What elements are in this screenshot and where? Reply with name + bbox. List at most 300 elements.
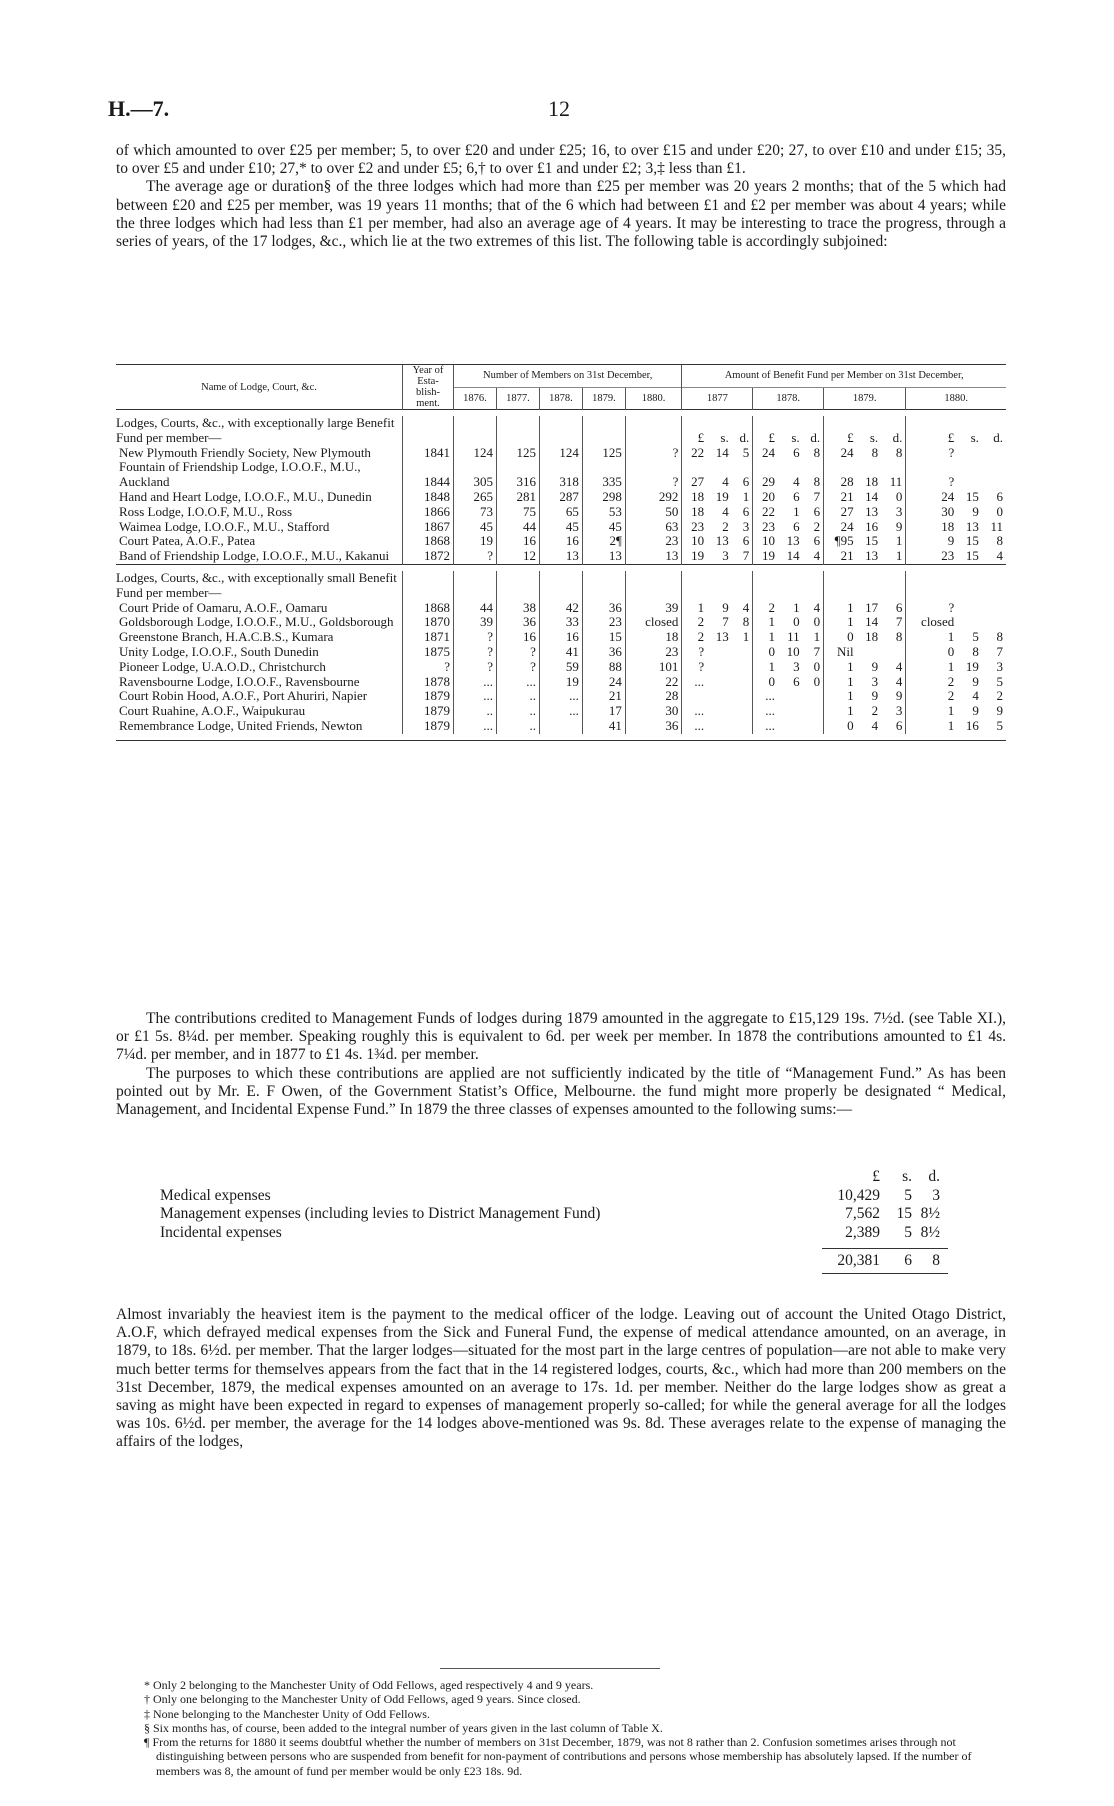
fund-pence: 3 [742, 518, 750, 534]
fund-pounds: 27 [824, 505, 857, 520]
fund-shillings: 14 [786, 548, 800, 564]
fund-pence: 4 [742, 599, 750, 615]
fund-shillings: 5 [972, 629, 979, 645]
page-number: 12 [548, 96, 570, 121]
paragraph-3: The contributions credited to Management Funds of lodges during 1879 amounted in the aggregate to £15,129 19s. 7½d. (see Table XI.), or £1 5s. 8¼d. per member. Speaking roughly this is equivalent to 6d. per week per member. In 1878 the contributions amounted to £1 4s. 7¼d. per member, and in 1877 to £1 4s. 1¾d. per member. [116, 1010, 1006, 1064]
fund-pence: 8 [996, 629, 1003, 645]
table-row [116, 645, 1006, 660]
fund-pence: 9 [895, 688, 903, 704]
fund-shillings: 14 [865, 614, 879, 630]
lodge-name: Ross Lodge, I.O.O.F, M.U., Ross [119, 503, 293, 519]
fund-pounds: 0 [753, 675, 778, 690]
fund-pence: 8 [895, 629, 903, 645]
member-count: ? [454, 630, 497, 645]
lsd-shilling-label: s. [869, 429, 879, 445]
fund-pounds: 1 [906, 704, 957, 719]
fund-shillings: 2 [871, 703, 879, 719]
fund-pounds: 1 [753, 660, 778, 675]
expense-summary [160, 1168, 980, 1277]
fund-shillings: 13 [715, 533, 729, 549]
fund-pounds: 23 [753, 520, 778, 535]
fund-pence: 6 [996, 488, 1003, 504]
member-count: 21 [582, 689, 625, 704]
fund-pence [881, 645, 906, 660]
member-count: 36 [582, 645, 625, 660]
member-count: 28 [625, 689, 681, 704]
fund-pence: 0 [996, 503, 1003, 519]
lsd-pound-label: £ [753, 416, 778, 446]
fund-shillings: 15 [965, 488, 979, 504]
fund-shillings: 19 [715, 488, 729, 504]
table-row [116, 520, 1006, 535]
table-row [116, 660, 1006, 675]
member-count: 59 [539, 660, 582, 675]
fund-pence: 0 [813, 614, 821, 630]
member-count: 13 [582, 549, 625, 564]
col-name-header: Name of Lodge, Court, &c. [116, 365, 403, 410]
fund-pounds: 0 [753, 645, 778, 660]
fund-shillings: 4 [722, 503, 729, 519]
member-count: 44 [454, 601, 497, 616]
fund-shillings: 1 [793, 599, 800, 615]
fund-pence: 9 [996, 703, 1003, 719]
fund-pounds: 1 [824, 675, 857, 690]
member-count: 287 [539, 490, 582, 505]
year-established: 1866 [403, 505, 454, 520]
fund-pounds: 0 [906, 645, 957, 660]
fund-shillings: 16 [965, 717, 979, 733]
member-count: 73 [454, 505, 497, 520]
member-count: 2¶ [582, 534, 625, 549]
fund-pounds: 1 [824, 615, 857, 630]
page-header [108, 96, 1006, 126]
footnote: * Only 2 belonging to the Manchester Unity of Odd Fellows, aged respectively 4 and 9 years. [144, 1678, 594, 1692]
fund-pounds: 23 [906, 549, 957, 564]
member-count: 38 [496, 601, 539, 616]
fund-shillings: 9 [972, 703, 979, 719]
fund-shillings: 9 [871, 688, 879, 704]
lodge-name: New Plymouth Friendly Society, New Plymouth [119, 444, 371, 460]
fund-shillings: 9 [972, 673, 979, 689]
fund-pence: 0 [895, 488, 903, 504]
fund-pounds: 27 [682, 460, 707, 490]
lodge-table [116, 364, 1006, 741]
member-count: 305 [454, 460, 497, 490]
fund-pence: 11 [889, 474, 903, 490]
fund-pounds: 0 [824, 630, 857, 645]
fund-pounds: 29 [753, 460, 778, 490]
fund-shillings: 8 [972, 643, 979, 659]
lodge-name: Fountain of Friendship Lodge, I.O.O.F., M.U., Auckland [119, 459, 361, 490]
member-count: 101 [625, 660, 681, 675]
fund-pence: 8 [742, 614, 750, 630]
total-rule [822, 1273, 948, 1274]
fund-shillings: 13 [865, 503, 879, 519]
fund-pence: 5 [742, 444, 750, 460]
year-established: 1870 [403, 615, 454, 630]
fund-pounds: 24 [824, 446, 857, 461]
member-count: 63 [625, 520, 681, 535]
member-count: ... [454, 689, 497, 704]
member-count: 39 [625, 601, 681, 616]
fund-shillings: 9 [722, 599, 729, 615]
fund-pence [732, 675, 753, 690]
fund-shillings: 3 [722, 548, 729, 564]
year-established: 1875 [403, 645, 454, 660]
lsd-pence-label: d. [993, 429, 1003, 445]
year-established: 1844 [403, 460, 454, 490]
fund-pence: 3 [996, 658, 1003, 674]
member-count: ... [539, 704, 582, 719]
fund-shillings: 6 [793, 518, 800, 534]
footnote: ¶ From the returns for 1880 it seems doubtful whether the number of members on 31st December, 1879, was not 8 rather than 2. Confusion sometimes arises through not distinguishing between persons who are suspended from benefit for non-payment of contributions and persons whose membership has absolutely lapsed. If the number of members was 8, the amount of fund per member would be only £23 18s. 9d. [144, 1735, 972, 1778]
member-count: 13 [625, 549, 681, 564]
fund-pence: 1 [895, 548, 903, 564]
fund-shillings: 10 [786, 643, 800, 659]
member-year-header: 1877. [496, 387, 539, 410]
pounds-header: £ [872, 1168, 880, 1185]
fund-pounds: 20 [753, 490, 778, 505]
lsd-pound-label: £ [824, 416, 857, 446]
fund-pence: 5 [996, 717, 1003, 733]
member-count: ... [454, 719, 497, 734]
member-count: 45 [454, 520, 497, 535]
table-row [116, 549, 1006, 564]
fund-pence [732, 689, 753, 704]
fund-shillings: 6 [793, 673, 800, 689]
member-count: .. [454, 704, 497, 719]
fund-pounds: ... [682, 719, 707, 734]
fund-pounds: 21 [824, 549, 857, 564]
fund-shillings: 13 [786, 533, 800, 549]
fund-year-header: 1877 [682, 387, 753, 410]
fund-pence: 9 [895, 518, 903, 534]
fund-shillings [707, 645, 732, 660]
fund-shillings [707, 689, 732, 704]
member-year-header: 1880. [625, 387, 681, 410]
member-count: 281 [496, 490, 539, 505]
fund-pounds: 2 [906, 689, 957, 704]
member-count: ? [454, 645, 497, 660]
member-count: 125 [582, 446, 625, 461]
fund-pence: 7 [742, 548, 750, 564]
fund-shillings: 13 [865, 548, 879, 564]
lsd-pence-label: d. [892, 429, 903, 445]
lsd-pound-label: £ [682, 416, 707, 446]
fund-pence: 8 [813, 444, 821, 460]
fund-pounds: ? [682, 660, 707, 675]
fund-pence: 1 [742, 629, 750, 645]
member-count: ... [496, 675, 539, 690]
member-count: 17 [582, 704, 625, 719]
col-fund-header: Amount of Benefit Fund per Member on 31st December, [682, 365, 1006, 388]
fund-shillings: 17 [865, 599, 879, 615]
member-count: closed [625, 615, 681, 630]
fund-shillings [957, 615, 982, 630]
member-count: 44 [496, 520, 539, 535]
fund-pence: 6 [742, 503, 750, 519]
fund-shillings [707, 719, 732, 734]
member-count: 19 [539, 675, 582, 690]
fund-pounds: 18 [682, 490, 707, 505]
fund-shillings: 16 [865, 518, 879, 534]
table-row [116, 490, 1006, 505]
fund-pounds: 28 [824, 460, 857, 490]
fund-pounds: 19 [682, 549, 707, 564]
year-established: 1871 [403, 630, 454, 645]
fund-pounds: 24 [753, 446, 778, 461]
fund-shillings: 2 [722, 518, 729, 534]
body-text [116, 1010, 1006, 1119]
lodge-name: Unity Lodge, I.O.O.F., South Dunedin [119, 643, 319, 659]
fund-shillings: 4 [793, 474, 800, 490]
fund-pounds: closed [906, 615, 957, 630]
fund-pence [732, 704, 753, 719]
fund-pounds: ... [682, 675, 707, 690]
fund-pence: 3 [895, 503, 903, 519]
fund-pence [982, 601, 1006, 616]
fund-pence [732, 719, 753, 734]
col-members-header: Number of Members on 31st December, [454, 365, 682, 388]
member-count: 16 [496, 534, 539, 549]
fund-pounds: 1 [682, 601, 707, 616]
lodge-name: Court Patea, A.O.F., Patea [119, 533, 256, 549]
footnote: ‡ None belonging to the Manchester Unity of Odd Fellows. [144, 1706, 430, 1721]
table-row [116, 675, 1006, 690]
member-count: 124 [454, 446, 497, 461]
fund-pence: 6 [813, 503, 821, 519]
fund-pounds: 1 [824, 704, 857, 719]
fund-pence: 4 [813, 599, 821, 615]
paragraph-2: The average age or duration§ of the three lodges which had more than £25 per member was 20 years 2 months; that of the 5 which had between £20 and £25 per member, was 19 years 11 months; that of the 6 which had between £1 and £2 per member was about 4 years; while the three lodges which had less than £1 per member, had also an average age of 4 years. It may be interesting to trace the progress, through a series of years, of the 17 lodges, &c., which lie at the two extremes of this list. The following table is accordingly subjoined: [116, 178, 1006, 251]
fund-pounds: 1 [906, 719, 957, 734]
fund-pounds: 2 [753, 601, 778, 616]
lsd-pence-label: d. [810, 429, 821, 445]
fund-pounds: 24 [824, 520, 857, 535]
member-year-header: 1876. [454, 387, 497, 410]
paragraph-1: of which amounted to over £25 per member; 5, to over £20 and under £25; 16, to over £15 and under £20; 27, to over £10 and under £15; 35, to over £5 and under £10; 27,* to over £2 and under £5; 6,† to over £1 and under £2; 3,‡ less than £1. [116, 142, 1006, 178]
fund-pence: 4 [895, 673, 903, 689]
member-count: 16 [496, 630, 539, 645]
member-count: 298 [582, 490, 625, 505]
fund-year-header: 1878. [753, 387, 824, 410]
member-count: 36 [625, 719, 681, 734]
lsd-shilling-label: s. [970, 429, 979, 445]
member-count: 125 [496, 446, 539, 461]
lodge-name: Court Robin Hood, A.O.F., Port Ahuriri, Napier [119, 688, 368, 704]
member-count: 30 [625, 704, 681, 719]
fund-pence: 6 [895, 717, 903, 733]
table-row [116, 689, 1006, 704]
table-row [116, 505, 1006, 520]
member-count: 36 [496, 615, 539, 630]
fund-shillings: 9 [871, 658, 879, 674]
member-count: 12 [496, 549, 539, 564]
fund-shillings: 9 [972, 503, 979, 519]
lodge-name: Goldsborough Lodge, I.O.O.F., M.U., Goldsborough [119, 614, 394, 630]
member-count: .. [496, 719, 539, 734]
fund-shillings [778, 704, 803, 719]
fund-pence: 8 [895, 444, 903, 460]
member-count: 41 [539, 645, 582, 660]
lodge-name: Band of Friendship Lodge, I.O.O.F., M.U., Kakanui [119, 548, 390, 564]
expense-row: Incidental expenses 2,389 5 8½ [160, 1223, 940, 1241]
year-established: 1879 [403, 719, 454, 734]
total-rule [822, 1248, 948, 1249]
fund-pounds: ¶95 [824, 534, 857, 549]
fund-shillings: 15 [965, 533, 979, 549]
report-code: H.—7. [108, 96, 170, 121]
member-count: 16 [539, 534, 582, 549]
year-established: 1879 [403, 704, 454, 719]
fund-shillings: 3 [793, 658, 800, 674]
member-count: 42 [539, 601, 582, 616]
fund-pounds: 2 [906, 675, 957, 690]
fund-pence: 2 [813, 518, 821, 534]
fund-pence [732, 645, 753, 660]
fund-shillings: 7 [722, 614, 729, 630]
fund-pounds: ? [906, 601, 957, 616]
fund-shillings: 6 [793, 444, 800, 460]
shillings-header: s. [902, 1168, 912, 1185]
fund-shillings: 18 [865, 474, 879, 490]
member-count: 45 [582, 520, 625, 535]
fund-pence: 6 [742, 533, 750, 549]
expense-header-row [160, 1168, 980, 1187]
fund-pounds: ... [753, 719, 778, 734]
fund-pounds: 23 [682, 520, 707, 535]
fund-pounds: 2 [682, 630, 707, 645]
member-count: 124 [539, 446, 582, 461]
lsd-shilling-label: s. [791, 429, 800, 445]
table-row [116, 704, 1006, 719]
expense-row: Management expenses (including levies to District Management Fund) 7,562 15 8½ [160, 1205, 940, 1222]
lsd-shilling-label: s. [720, 429, 729, 445]
fund-shillings: 4 [871, 717, 879, 733]
fund-pence: 7 [813, 643, 821, 659]
fund-pence: 4 [895, 658, 903, 674]
fund-pounds: 1 [824, 660, 857, 675]
lodge-name: Waimea Lodge, I.O.O.F., M.U., Stafford [119, 518, 330, 534]
member-count: ? [496, 660, 539, 675]
member-count [539, 719, 582, 734]
fund-pounds: ... [753, 704, 778, 719]
lodge-name: Pioneer Lodge, U.A.O.D., Christchurch [119, 658, 326, 674]
table-row [116, 601, 1006, 616]
member-count: 23 [625, 534, 681, 549]
fund-pounds: 18 [906, 520, 957, 535]
year-established: 1879 [403, 689, 454, 704]
member-count: ... [454, 675, 497, 690]
member-year-header: 1879. [582, 387, 625, 410]
fund-pence: 6 [813, 533, 821, 549]
fund-shillings: 4 [972, 688, 979, 704]
member-count: 22 [625, 675, 681, 690]
lodge-name: Remembrance Lodge, United Friends, Newton [119, 717, 363, 733]
member-count: 88 [582, 660, 625, 675]
member-count: ? [625, 446, 681, 461]
member-count: 45 [539, 520, 582, 535]
fund-pounds: 1 [753, 630, 778, 645]
fund-pence [803, 689, 824, 704]
fund-pence: 11 [990, 518, 1003, 534]
member-count: 316 [496, 460, 539, 490]
year-established: 1841 [403, 446, 454, 461]
fund-shillings [957, 446, 982, 461]
footnote-rule [440, 1668, 660, 1669]
footnote: † Only one belonging to the Manchester Unity of Odd Fellows, aged 9 years. Since closed. [144, 1692, 581, 1707]
fund-shillings: 13 [965, 518, 979, 534]
footnote: § Six months has, of course, been added to the integral number of years given in the last column of Table X. [144, 1720, 663, 1735]
fund-shillings: 18 [865, 629, 879, 645]
lodge-name: Court Ruahine, A.O.F., Waipukurau [119, 703, 306, 719]
year-established: 1867 [403, 520, 454, 535]
fund-shillings: 15 [865, 533, 879, 549]
section-heading-small: Lodges, Courts, &c., with exceptionally small Benefit Fund per member— [116, 569, 397, 600]
fund-shillings [707, 660, 732, 675]
fund-pence: 1 [742, 488, 750, 504]
member-count: .. [496, 704, 539, 719]
table-header-row [116, 365, 1006, 388]
lodge-name: Court Pride of Oamaru, A.O.F., Oamaru [119, 599, 328, 615]
small-fund-section [116, 564, 1006, 733]
pence-header: d. [928, 1168, 940, 1185]
fund-pence: 1 [895, 533, 903, 549]
fund-pounds: Nil [824, 645, 857, 660]
fund-pounds: 19 [753, 549, 778, 564]
fund-pence: 3 [895, 703, 903, 719]
fund-pounds: 10 [682, 534, 707, 549]
member-count: 33 [539, 615, 582, 630]
fund-pence: 7 [895, 614, 903, 630]
fund-pounds: 0 [824, 719, 857, 734]
paragraph-4: The purposes to which these contributions are applied are not sufficiently indicated by the title of “Management Fund.” As has been pointed out by Mr. E. F Owen, of the Government Statist’s Office, Melbourne. the fund might more properly be designated “ Medical, Management, and Incidental Expense Fund.” In 1879 the three classes of expenses amounted to the following sums:— [116, 1064, 1006, 1119]
year-established: 1848 [403, 490, 454, 505]
section-heading-large: Lodges, Courts, &c., with exceptionally large Benefit Fund per member— [116, 415, 395, 445]
fund-pounds: 1 [753, 615, 778, 630]
member-count: 18 [625, 630, 681, 645]
fund-year-header: 1880. [906, 387, 1006, 410]
fund-pence: 6 [895, 599, 903, 615]
fund-pounds: 1 [824, 689, 857, 704]
fund-shillings: 3 [871, 673, 879, 689]
member-count: 75 [496, 505, 539, 520]
member-count: 39 [454, 615, 497, 630]
fund-pence [982, 446, 1006, 461]
table-row [116, 460, 1006, 490]
member-count: 50 [625, 505, 681, 520]
fund-shillings [778, 689, 803, 704]
member-count: ? [454, 549, 497, 564]
lsd-pence-label: d. [739, 429, 750, 445]
fund-pounds: 30 [906, 505, 957, 520]
lodge-name: Ravensbourne Lodge, I.O.O.F., Ravensbourne [119, 673, 360, 689]
fund-pounds: ... [682, 704, 707, 719]
table-row [116, 446, 1006, 461]
year-established: 1868 [403, 601, 454, 616]
member-count: 23 [582, 615, 625, 630]
fund-pence [982, 460, 1006, 490]
member-count: 24 [582, 675, 625, 690]
fund-pounds: 2 [682, 615, 707, 630]
member-count: 13 [539, 549, 582, 564]
fund-shillings [707, 704, 732, 719]
fund-pounds: ... [753, 689, 778, 704]
fund-pounds: ? [906, 446, 957, 461]
fund-shillings: 8 [871, 444, 879, 460]
member-count: 318 [539, 460, 582, 490]
member-count: 335 [582, 460, 625, 490]
